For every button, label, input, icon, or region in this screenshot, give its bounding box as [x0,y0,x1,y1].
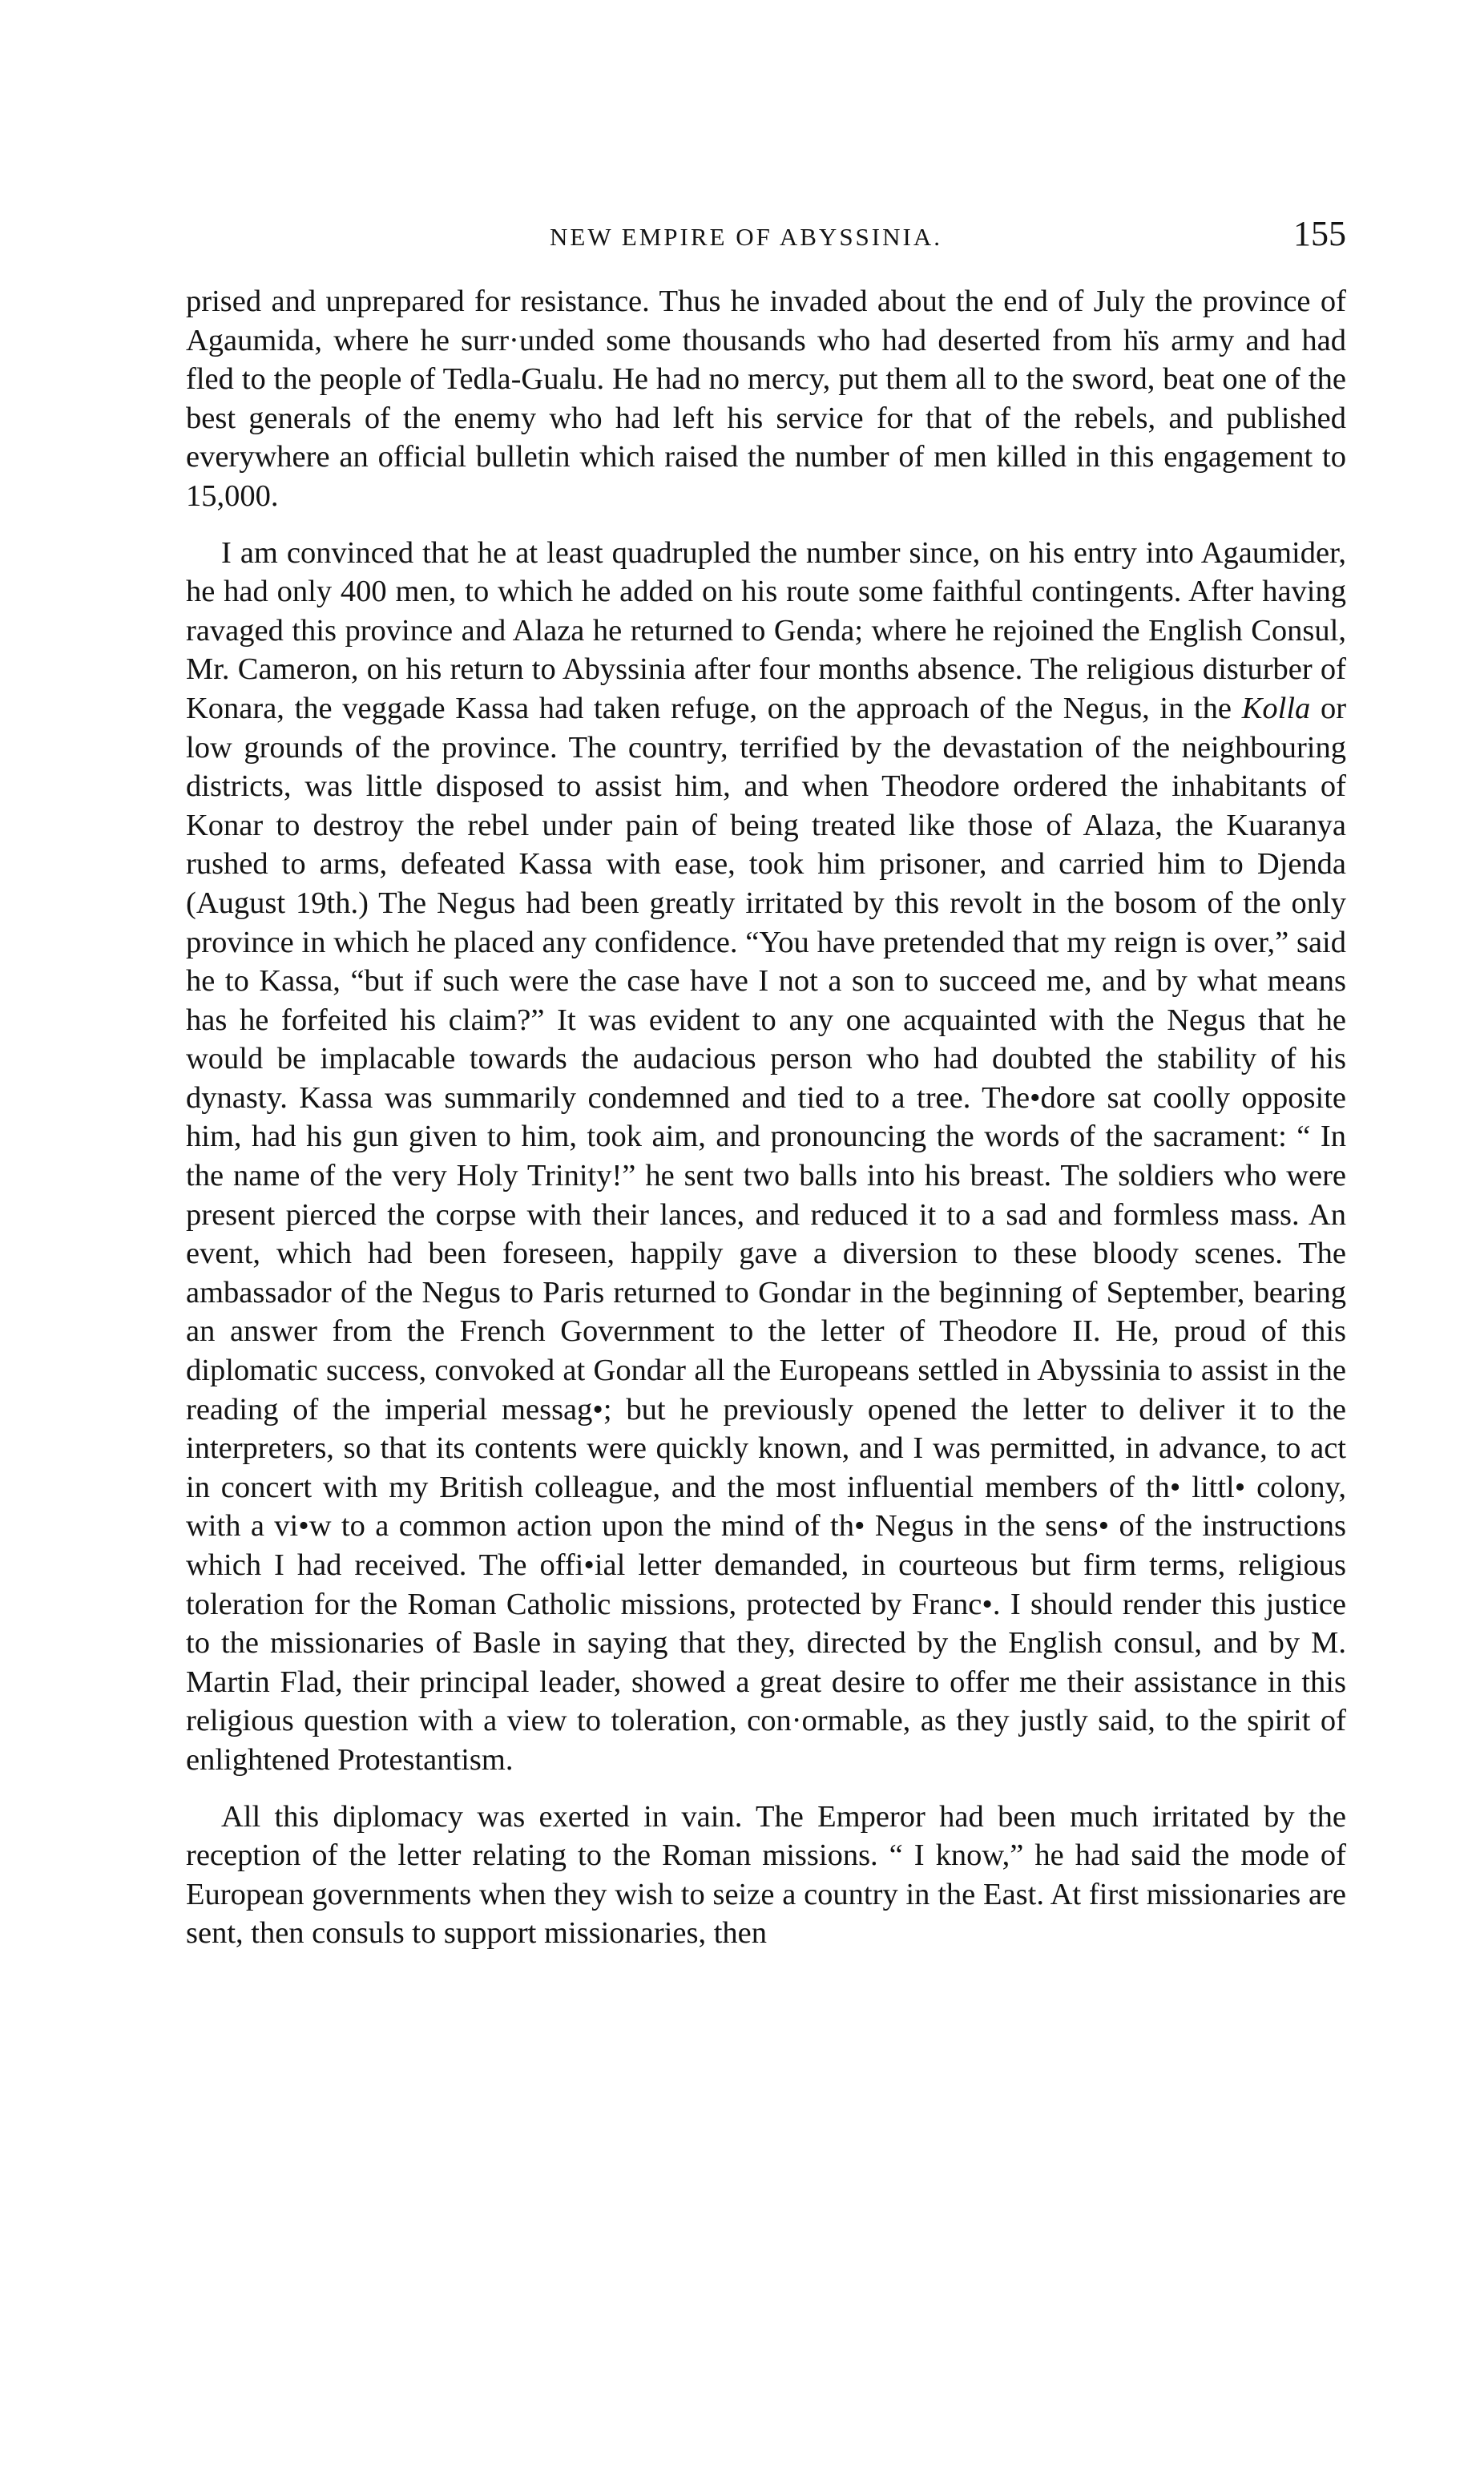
italic-word-kolla: Kolla [1241,691,1311,725]
paragraph-2-part-2: or low grounds of the province. The country, terrified by the devastation of the neighbouring districts, was little disposed to assist him, and when Theodore ordered the inhabitants of Konar to destroy the rebel under pain of being treated like those of Alaza, the Kuaranya rushed to arms, defeated Kassa with ease, took him prisoner, and carried him to Djenda (August 19th.) The Negus had been greatly irritated by this revolt in the bosom of the only province in which he placed any confidence. “You have pretended that my reign is over,” said he to Kassa, “but if such were the case have I not a son to succeed me, and by what means has he forfeited his claim?” It was evident to any one acquainted with the Negus that he would be implacable towards the audacious person who had doubted the stability of his dynasty. Kassa was summarily condemned and tied to a tree. The•dore sat coolly opposite him, had his gun given to him, took aim, and pronouncing the words of the sacrament: “ In the name of the very Holy Trinity!” he sent two balls into his breast. The soldiers who were present pierced the corpse with their lances, and reduced it to a sad and formless mass. An event, which had been foreseen, happily gave a diversion to these bloody scenes. The ambassador of the Negus to Paris returned to Gondar in the beginning of September, bearing an answer from the French Government to the letter of Theodore II. He, proud of this diplomatic success, convoked at Gondar all the Europeans settled in Abyssinia to assist in the reading of the imperial messag•; but he previously opened the letter to deliver it to the interpreters, so that its contents were quickly known, and I was permitted, in advance, to act in concert with my British colleague, and the most influential members of th• littl• colony, with a vi•w to a common action upon the mind of th• Negus in the sens• of the instructions which I had received. The offi•ial letter demanded, in courteous but firm terms, religious toleration for the Roman Catholic missions, protected by Franc•. I should render this justice to the missionaries of Basle in saying that they, directed by the English consul, and by M. Martin Flad, their principal leader, showed a great desire to offer me their assistance in this religious question with a view to toleration, con·ormable, as they justly said, to the spirit of enlightened Protestantism. [186,691,1347,1777]
running-title: NEW EMPIRE OF ABYSSINIA. [550,223,942,251]
page-header [186,213,1346,264]
paragraph-1: prised and unprepared for resistance. Thus he invaded about the end of July the province of Agaumida, where he surr·unded some thousands who had deserted from hïs army and had fled to the people of Tedla-Gualu. He had no mercy, put them all to the sword, beat one of the best generals of the enemy who had left his service for that of the rebels, and published everywhere an official bulletin which raised the number of men killed in this engagement to 15,000. [186,285,1346,513]
paragraph-2 [186,534,1346,1780]
paragraph-2-part-1: I am convinced that he at least quadrupled the number since, on his entry into Agaumider, he had only 400 men, to which he added on his route some faithful contingents. After having ravaged this province and Alaza he returned to Genda; where he rejoined the English Consul, Mr. Cameron, on his return to Abyssinia after four months absence. The religious disturber of Konara, the veggade Kassa had taken refuge, on the approach of the Negus, in the [186,535,1346,725]
paragraph-3: All this diplomacy was exerted in vain. The Emperor had been much irritated by the reception of the letter relating to the Roman missions. “ I know,” he had said the mode of European governments when they wish to seize a country in the East. At first missionaries are sent, then consuls to support missionaries, then [186,1799,1346,1951]
page-number: 155 [1293,214,1346,253]
body-text [186,282,1346,1953]
